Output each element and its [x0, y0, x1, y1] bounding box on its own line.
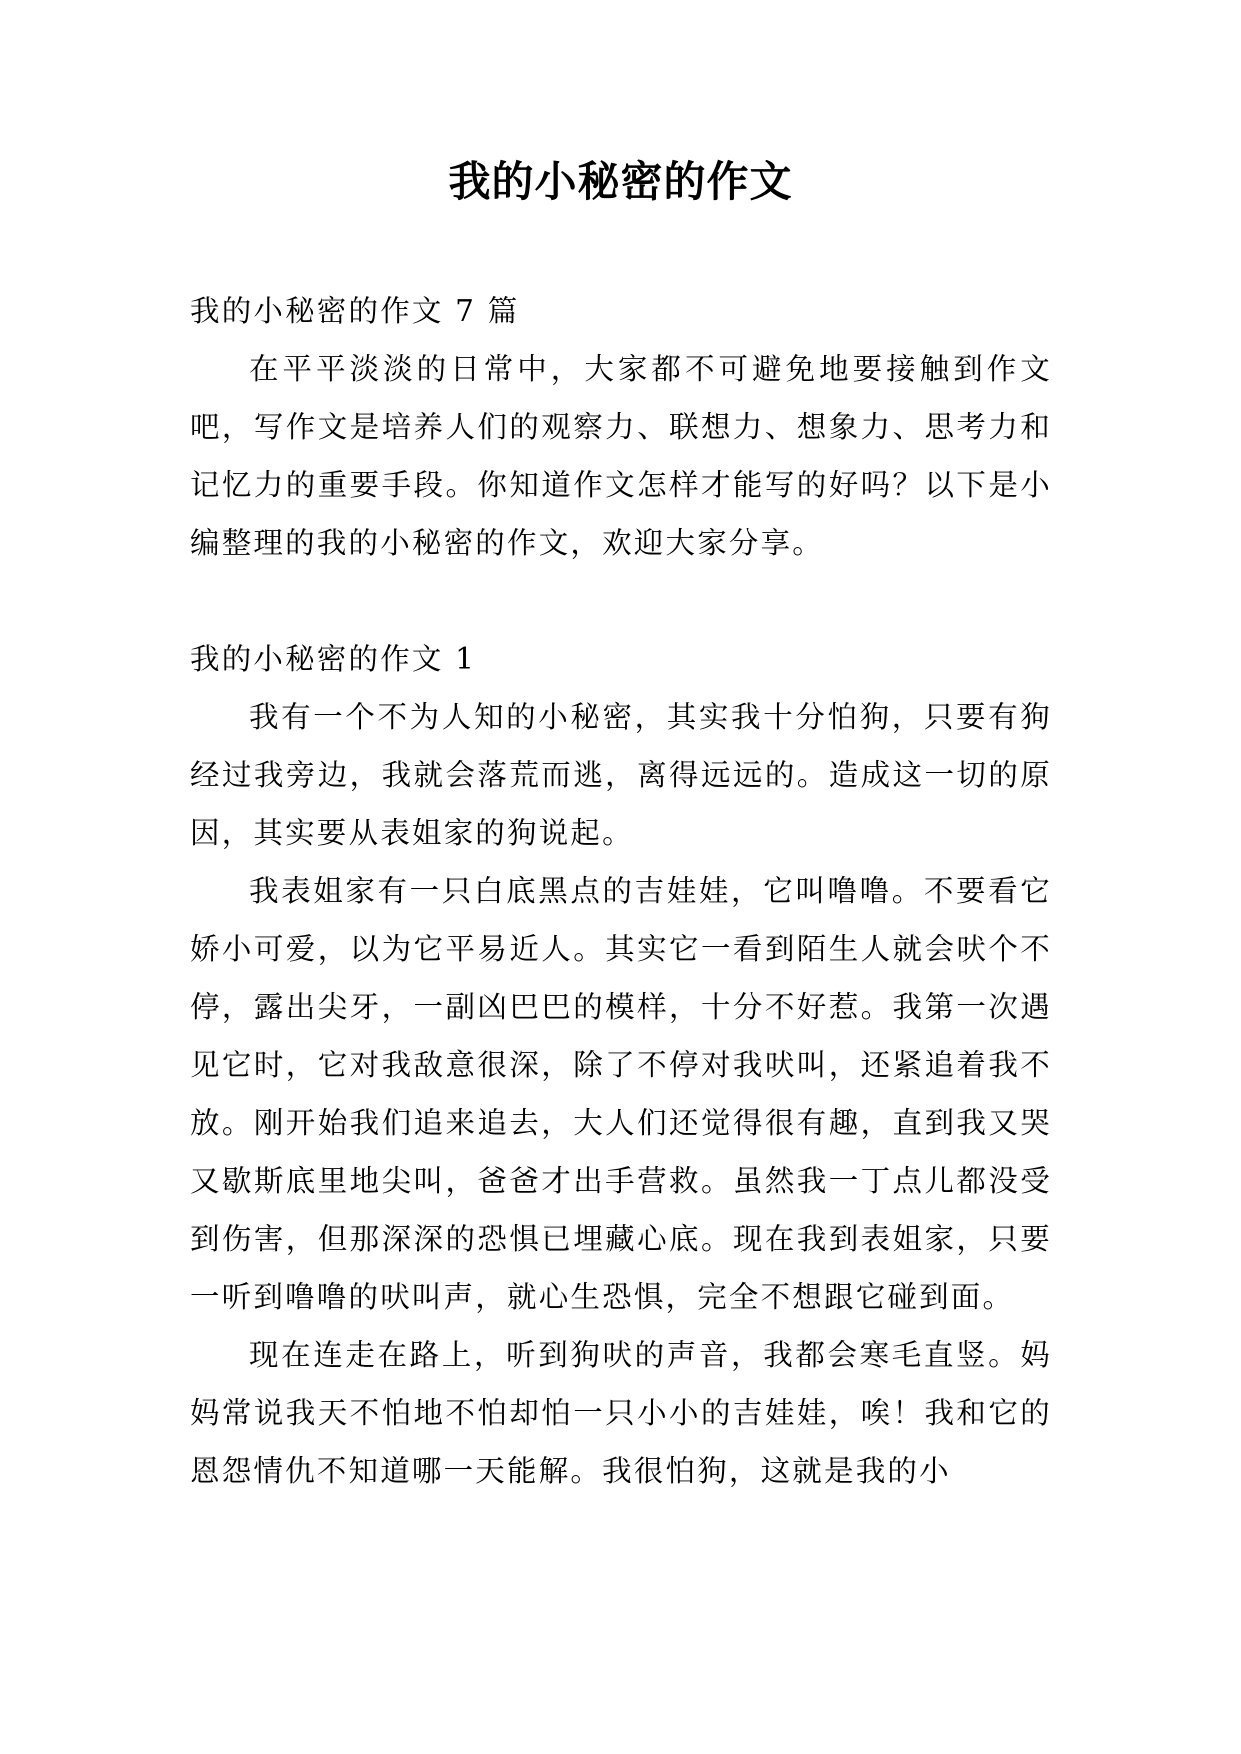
subtitle: 我的小秘密的作文 7 篇 — [190, 294, 520, 328]
section-spacer — [190, 572, 1052, 630]
document-body — [190, 282, 1052, 1500]
body-paragraph: 我有一个不为人知的小秘密，其实我十分怕狗，只要有狗经过我旁边，我就会落荒而逃，离得远远的。造成这一切的原因，其实要从表姐家的狗说起。 — [190, 700, 1052, 850]
intro-paragraph: 在平平淡淡的日常中，大家都不可避免地要接触到作文吧，写作文是培养人们的观察力、联想力、想象力、思考力和记忆力的重要手段。你知道作文怎样才能写的好吗？以下是小编整理的我的小秘密的作文，欢迎大家分享。 — [190, 352, 1052, 560]
document-title: 我的小秘密的作文 — [448, 157, 793, 206]
body-paragraph: 现在连走在路上，听到狗吠的声音，我都会寒毛直竖。妈妈常说我天不怕地不怕却怕一只小小的吉娃娃，唉！我和它的恩怨情仇不知道哪一天能解。我很怕狗，这就是我的小 — [190, 1338, 1052, 1488]
body-paragraph: 我表姐家有一只白底黑点的吉娃娃，它叫噜噜。不要看它娇小可爱，以为它平易近人。其实它一看到陌生人就会吠个不停，露出尖牙，一副凶巴巴的模样，十分不好惹。我第一次遇见它时，它对我敌意很深，除了不停对我吠叫，还紧追着我不放。刚开始我们追来追去，大人们还觉得很有趣，直到我又哭又歇斯底里地尖叫，爸爸才出手营救。虽然我一丁点儿都没受到伤害，但那深深的恐惧已埋藏心底。现在我到表姐家，只要一听到噜噜的吠叫声，就心生恐惧，完全不想跟它碰到面。 — [190, 874, 1052, 1314]
section-heading: 我的小秘密的作文 1 — [190, 642, 477, 676]
